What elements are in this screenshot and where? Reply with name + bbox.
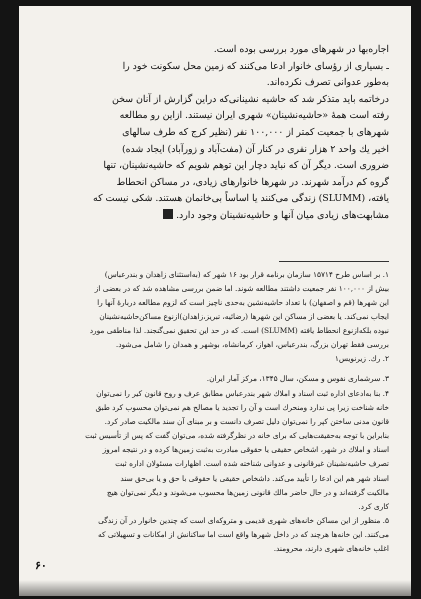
main-text: [37, 42, 389, 225]
footnote-line: ۴. بنا به‌ادعای اداره ثبت اسناد و املاك شهر بندرعباس مطابق عرف و روح قانون کیر را نمی‌توان: [96, 389, 389, 398]
footnote-line: اسناد و املاك در شهر، اشخاص حقیقی یا حقوقی مبادرت به‌ثبت زمین‌ها کرده و در نتیجه امروز: [102, 445, 389, 455]
text-line: اجاره‌بها در شهرهای مورد بررسی بوده است.: [213, 44, 389, 55]
text-line: به‌طور عدوانی تصرف نکرده‌اند.: [266, 77, 389, 89]
footnote-line: ۵. منظور از این مساکن خانه‌های شهری قدیمی و متروکه‌ای است که چندین خانوار در آن زندگی: [98, 516, 389, 525]
footnote-line: این شهرها (قم و اصفهان) با تعداد حاشیه‌نشین به‌حدی ناچیز است که لزوم مطالعه دربارهٔ آنها را: [97, 298, 389, 308]
text-line: شهرهای با جمعیت کمتر از ۱۰۰,۰۰۰ نفر (نظیر کرج که طرف سالهای: [122, 126, 389, 138]
footnote-separator: [279, 261, 389, 262]
footnote-line: نبوده بلکه‌ازنوع انحطاط یافته (SLUMM) است. که در حد این تحقیق نمی‌گنجند. لذا مناطقی مورد: [89, 326, 389, 336]
text-line: اخیر یك واحد ۲ هزار نفری در کنار آن (مفت‌آباد و زورآباد) ایجاد شده): [121, 143, 389, 155]
footnote-2: [37, 352, 389, 366]
footnote-line: اغلب خانه‌های شهری دارند، محرومند.: [273, 544, 389, 554]
text-line: ضروری است. دیگر آن که نباید دچار این توهم شویم که حاشیه‌نشینان، تنها: [103, 160, 389, 172]
end-of-section-mark: [163, 209, 173, 219]
text-line-last: [37, 208, 389, 225]
text-line: گروه کم درآمد شهرند. در شهرها خانوارهای زیادی، در مساکن انحطاط: [116, 176, 389, 188]
text-line: رفته است همهٔ «حاشیه‌نشینان» شهری ایران نیستند. ازاین رو مطالعه: [119, 110, 389, 122]
footnote-line: مالکیت گرفته‌اند و در حال حاضر مالك قانونی زمین‌ها محسوب می‌شوند و دیگر نمی‌توان هیچ: [106, 487, 389, 497]
footnote-line: ایجاب نمی‌کند. یا بعضی از مساکن این شهرها (رضائیه، تبریز،زاهدان)ازنوع مساکن‌حاشیه‌نشینان: [99, 312, 389, 322]
footnote-line: بیش از ۱۰۰,۰۰۰ نفر جمعیت داشتند مطالعه شوند. اما ضمن بررسی مشاهده شد که در بعضی از: [94, 284, 389, 294]
text-line-content: مشابهت‌های زیادی میان آنها و حاشیه‌نشینان وجود دارد.: [176, 209, 389, 221]
footnote-line: ۳. سرشماری نفوس و مسکن، سال ۱۳۴۵، مرکز آمار ایران.: [206, 374, 389, 383]
text-line: درخاتمه باید متذکر شد که حاشیه نشینانی‌که دراین گزارش از آنان سخن: [111, 93, 389, 105]
footnote-line: خانه شناخت زیرا پی ندارد ومنحرك است و آن را تجدید یا مصالح هم نمی‌توان محسوب کرد طبق: [95, 403, 389, 413]
footnote-line: ۱. بر اساس طرح ۱۵۷۱۴ سازمان برنامه قرار بود ۱۶ شهر که (به‌استثنای زاهدان و بندرعباس): [104, 270, 389, 279]
text-line: یافته، (SLUMM) زندگی می‌کنند یا اساساً بی‌خانمان هستند. شکی نیست که: [93, 193, 389, 205]
text-line: ـ بسیاری از رؤسای خانوار ادعا می‌کنند که زمین محل سکونت خود را: [122, 60, 389, 72]
page-number: ۶۰: [35, 559, 47, 572]
footnote-line: قانون مدنی ساختن کپر را نمی‌توان دلیل تصرف دانست و بر مبنای آن سند مالکیت صادر کرد.: [104, 417, 389, 427]
footnote-line: بررسی فقط تهران بزرگ، بندرعباس، اهواز، کرمانشاه، بوشهر و همدان را شامل می‌شود.: [115, 340, 389, 350]
footnote-line: کاری کرد.: [358, 501, 389, 511]
footnote-3: [37, 372, 389, 386]
footnote-4: [37, 387, 389, 514]
footnote-line: بنابراین با توجه به‌حقیقت‌هایی که برای خانه در نظرگرفته شده، می‌توان گفت که پس از تأسیس ثبت: [85, 431, 389, 441]
footnote-1: [37, 268, 389, 353]
footnote-line: ۲. رك. زیرنویس۱: [334, 354, 389, 363]
footnote-line: اسناد شهر هم این ادعا را تأیید می‌کند. داشخاص حقیقی یا حقوقی با حق و یا بی‌حق سند: [120, 473, 389, 483]
book-page: [19, 6, 411, 596]
footnote-line: تصرف حاشیه‌نشینان غیرقانونی و عدوانی شناخته شده است. اظهارات مسئولان اداره ثبت: [115, 459, 389, 469]
footnote-line: می‌کنند. این خانه‌ها هرچند که در داخل شهرها واقع است اما ساکنانش از امکانات و تسهیلاتی که: [98, 530, 389, 540]
footnote-5: [37, 514, 389, 556]
